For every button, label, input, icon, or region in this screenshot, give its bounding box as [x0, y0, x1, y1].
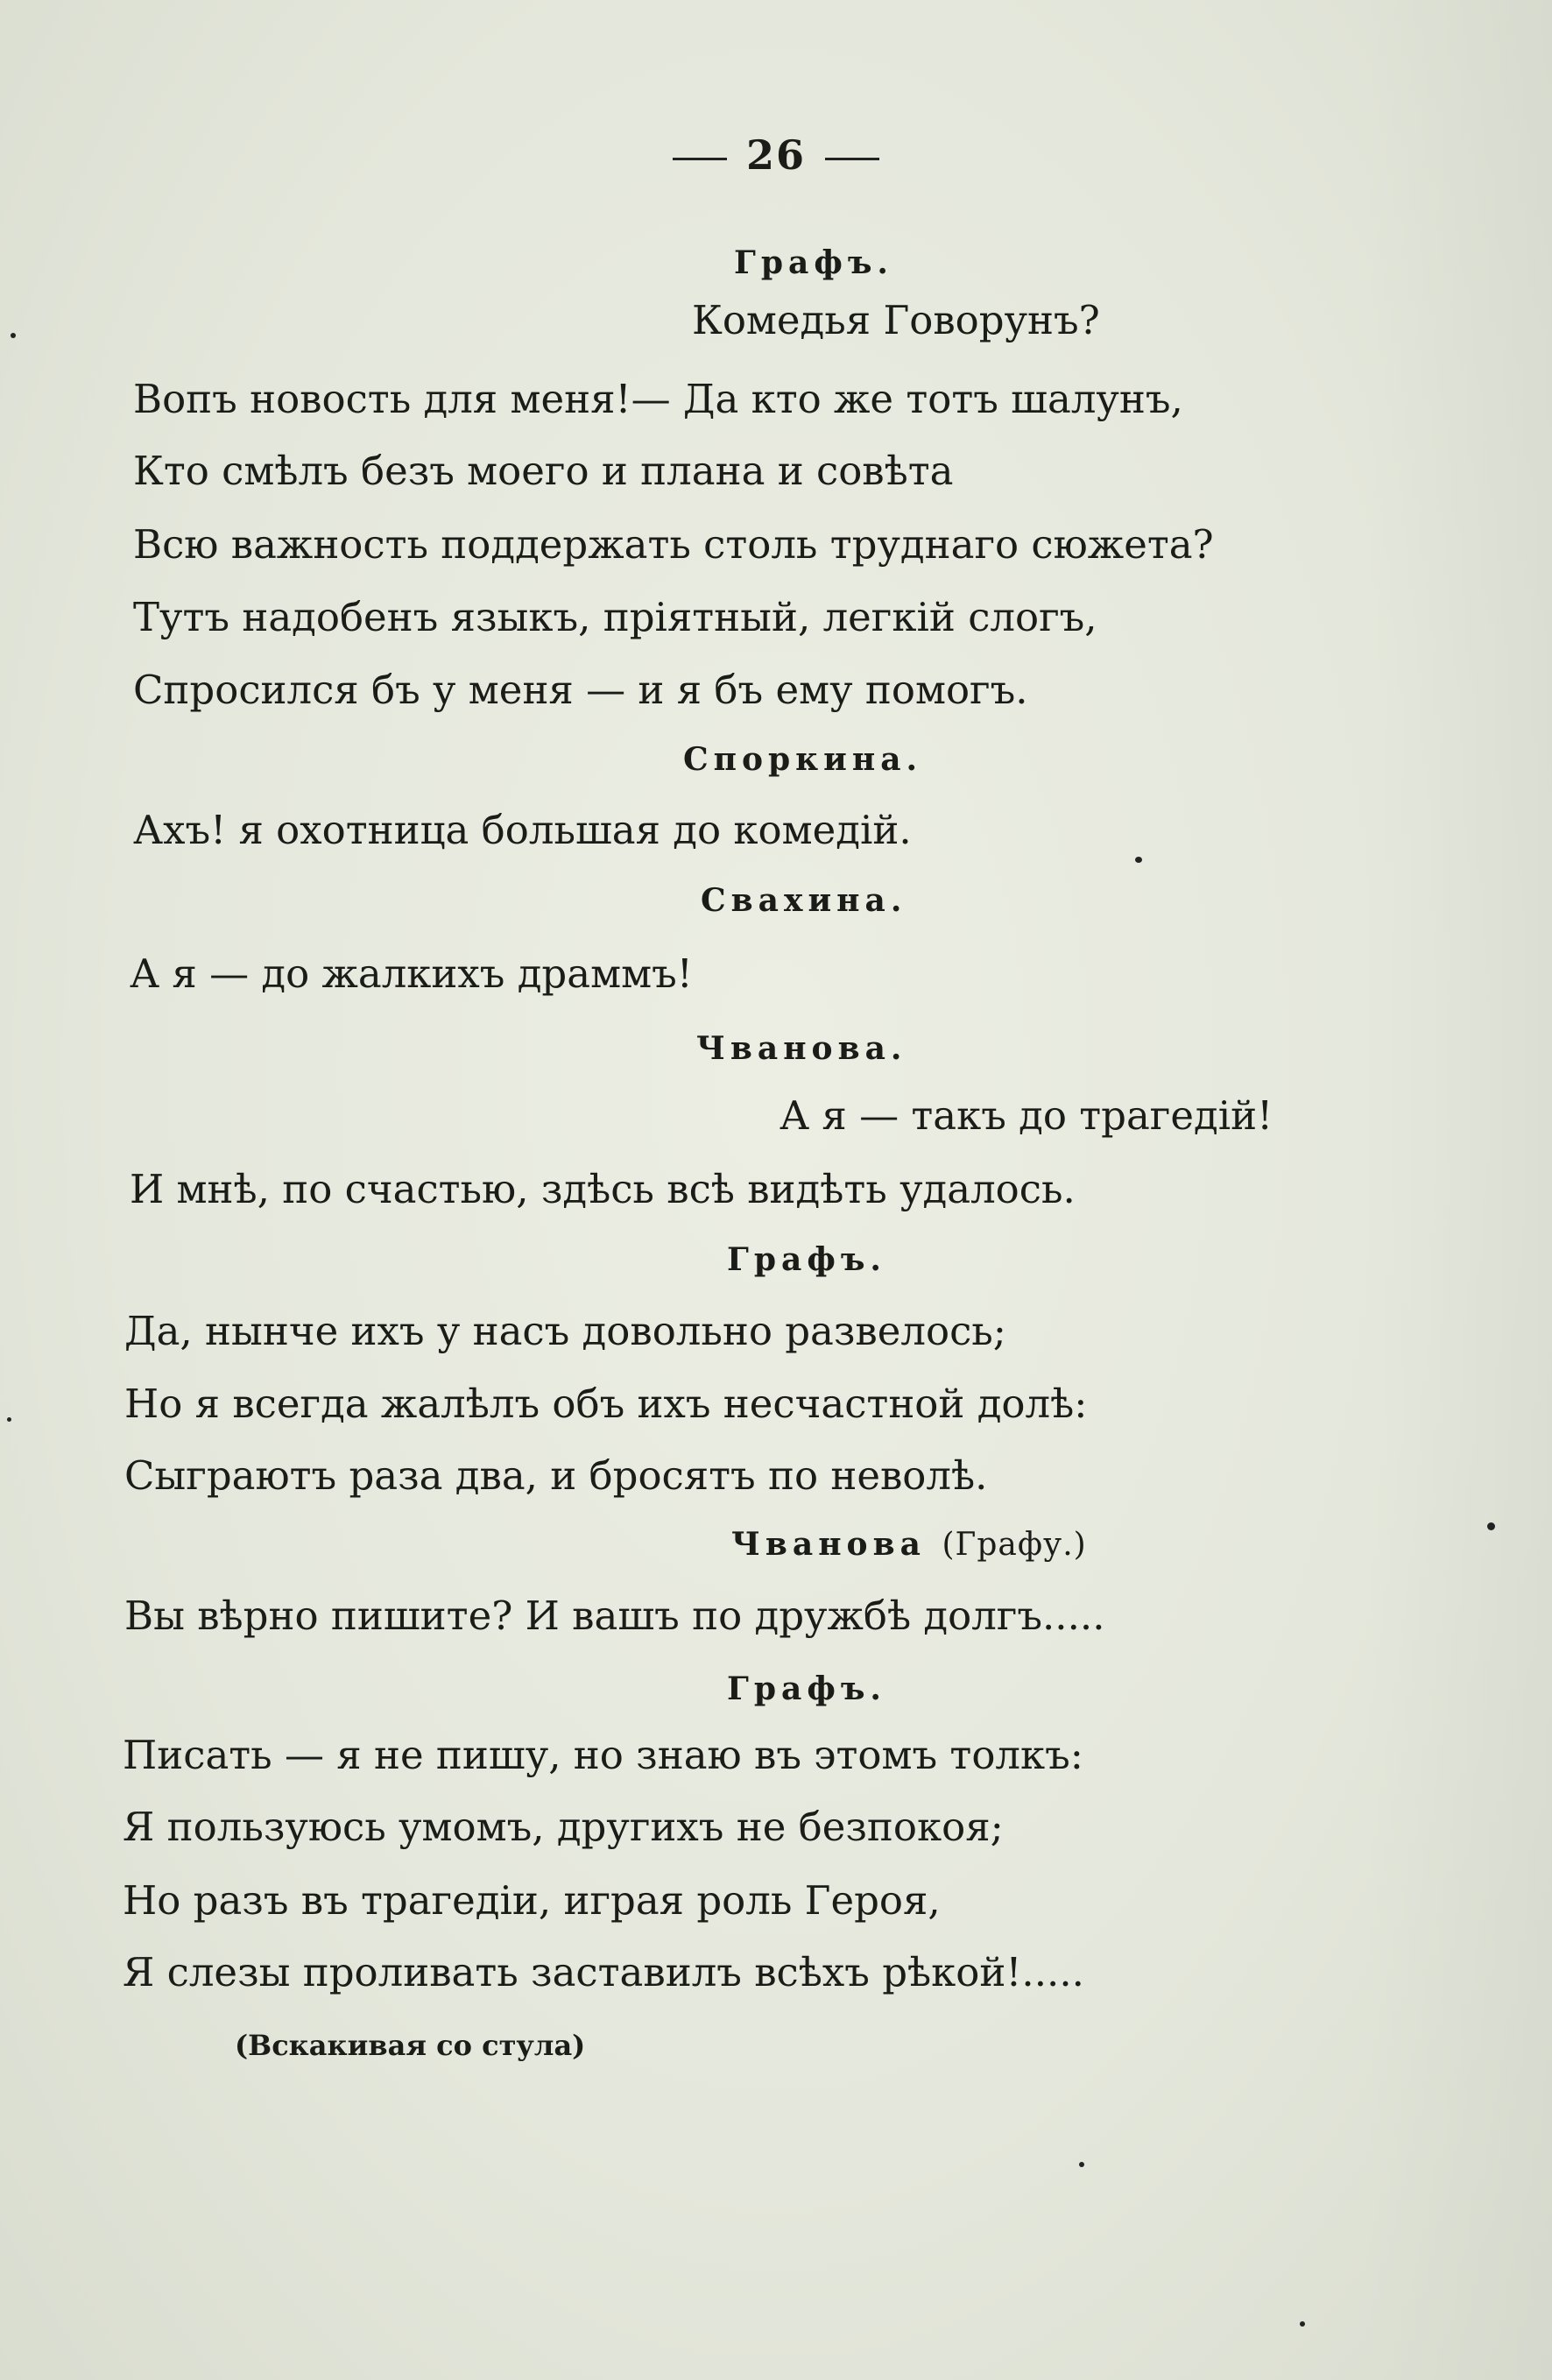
verse-line: Но разъ въ трагедіи, играя роль Героя, — [123, 1877, 941, 1924]
verse-line: Я слезы проливать заставилъ всѣхъ рѣкой!..... — [123, 1949, 1084, 1995]
dash-left — [673, 158, 727, 160]
ink-speck — [1135, 857, 1142, 863]
stage-direction: (Вскакивая со стула) — [235, 2029, 586, 2062]
verse-line: Сыграютъ раза два, и бросятъ по неволѣ. — [124, 1452, 988, 1499]
verse-line: Писать — я не пишу, но знаю въ этомъ толкъ: — [123, 1732, 1083, 1778]
verse-line: Я пользуюсь умомъ, другихъ не безпокоя; — [123, 1804, 1004, 1850]
verse-line: Но я всегда жалѣлъ объ ихъ несчастной долѣ: — [124, 1381, 1088, 1427]
verse-line: Комедья Говорунъ? — [692, 297, 1100, 343]
verse-line: Вопъ новость для меня!— Да кто же тотъ шалунъ, — [133, 376, 1183, 422]
ink-speck — [1079, 2162, 1084, 2167]
dash-right — [825, 158, 879, 160]
speaker-chvanova: Чванова. — [696, 1030, 907, 1067]
stage-direction: (Графу.) — [942, 1527, 1087, 1563]
verse-line: Да, нынче ихъ у насъ довольно развелось; — [124, 1308, 1006, 1354]
verse-line: А я — такъ до трагедій! — [780, 1092, 1273, 1139]
verse-line: Тутъ надобенъ языкъ, пріятный, легкій слогъ, — [133, 594, 1097, 640]
verse-line: Спросился бъ у меня — и я бъ ему помогъ. — [133, 667, 1028, 713]
speaker-svakhina: Свахина. — [701, 882, 907, 919]
page-number — [0, 131, 1552, 179]
verse-line: Всю важность поддержать столь труднаго сюжета? — [133, 521, 1214, 568]
speaker-graf: Графъ. — [727, 1241, 886, 1278]
speaker-chvanova — [731, 1522, 1087, 1567]
verse-line: Ахъ! я охотница большая до комедій. — [133, 807, 912, 853]
page-number-value: 26 — [745, 131, 806, 179]
verse-line: Кто смѣлъ безъ моего и плана и совѣта — [133, 448, 954, 494]
ink-speck — [11, 333, 16, 338]
page-edge-shadow — [1366, 0, 1552, 2380]
verse-line: А я — до жалкихъ драммъ! — [130, 950, 693, 997]
speaker-graf: Графъ. — [734, 244, 893, 281]
verse-line: И мнѣ, по счастью, здѣсь всѣ видѣть удалось. — [130, 1166, 1076, 1212]
speaker-sporkina: Споркина. — [683, 741, 923, 778]
ink-speck — [1487, 1522, 1495, 1530]
ink-speck — [1300, 2321, 1305, 2327]
verse-line: Вы вѣрно пишите? И вашъ по дружбѣ долгъ..... — [124, 1593, 1105, 1639]
ink-speck — [7, 1417, 11, 1422]
speaker-graf: Графъ. — [727, 1670, 886, 1707]
speaker-name: Чванова — [731, 1526, 926, 1563]
